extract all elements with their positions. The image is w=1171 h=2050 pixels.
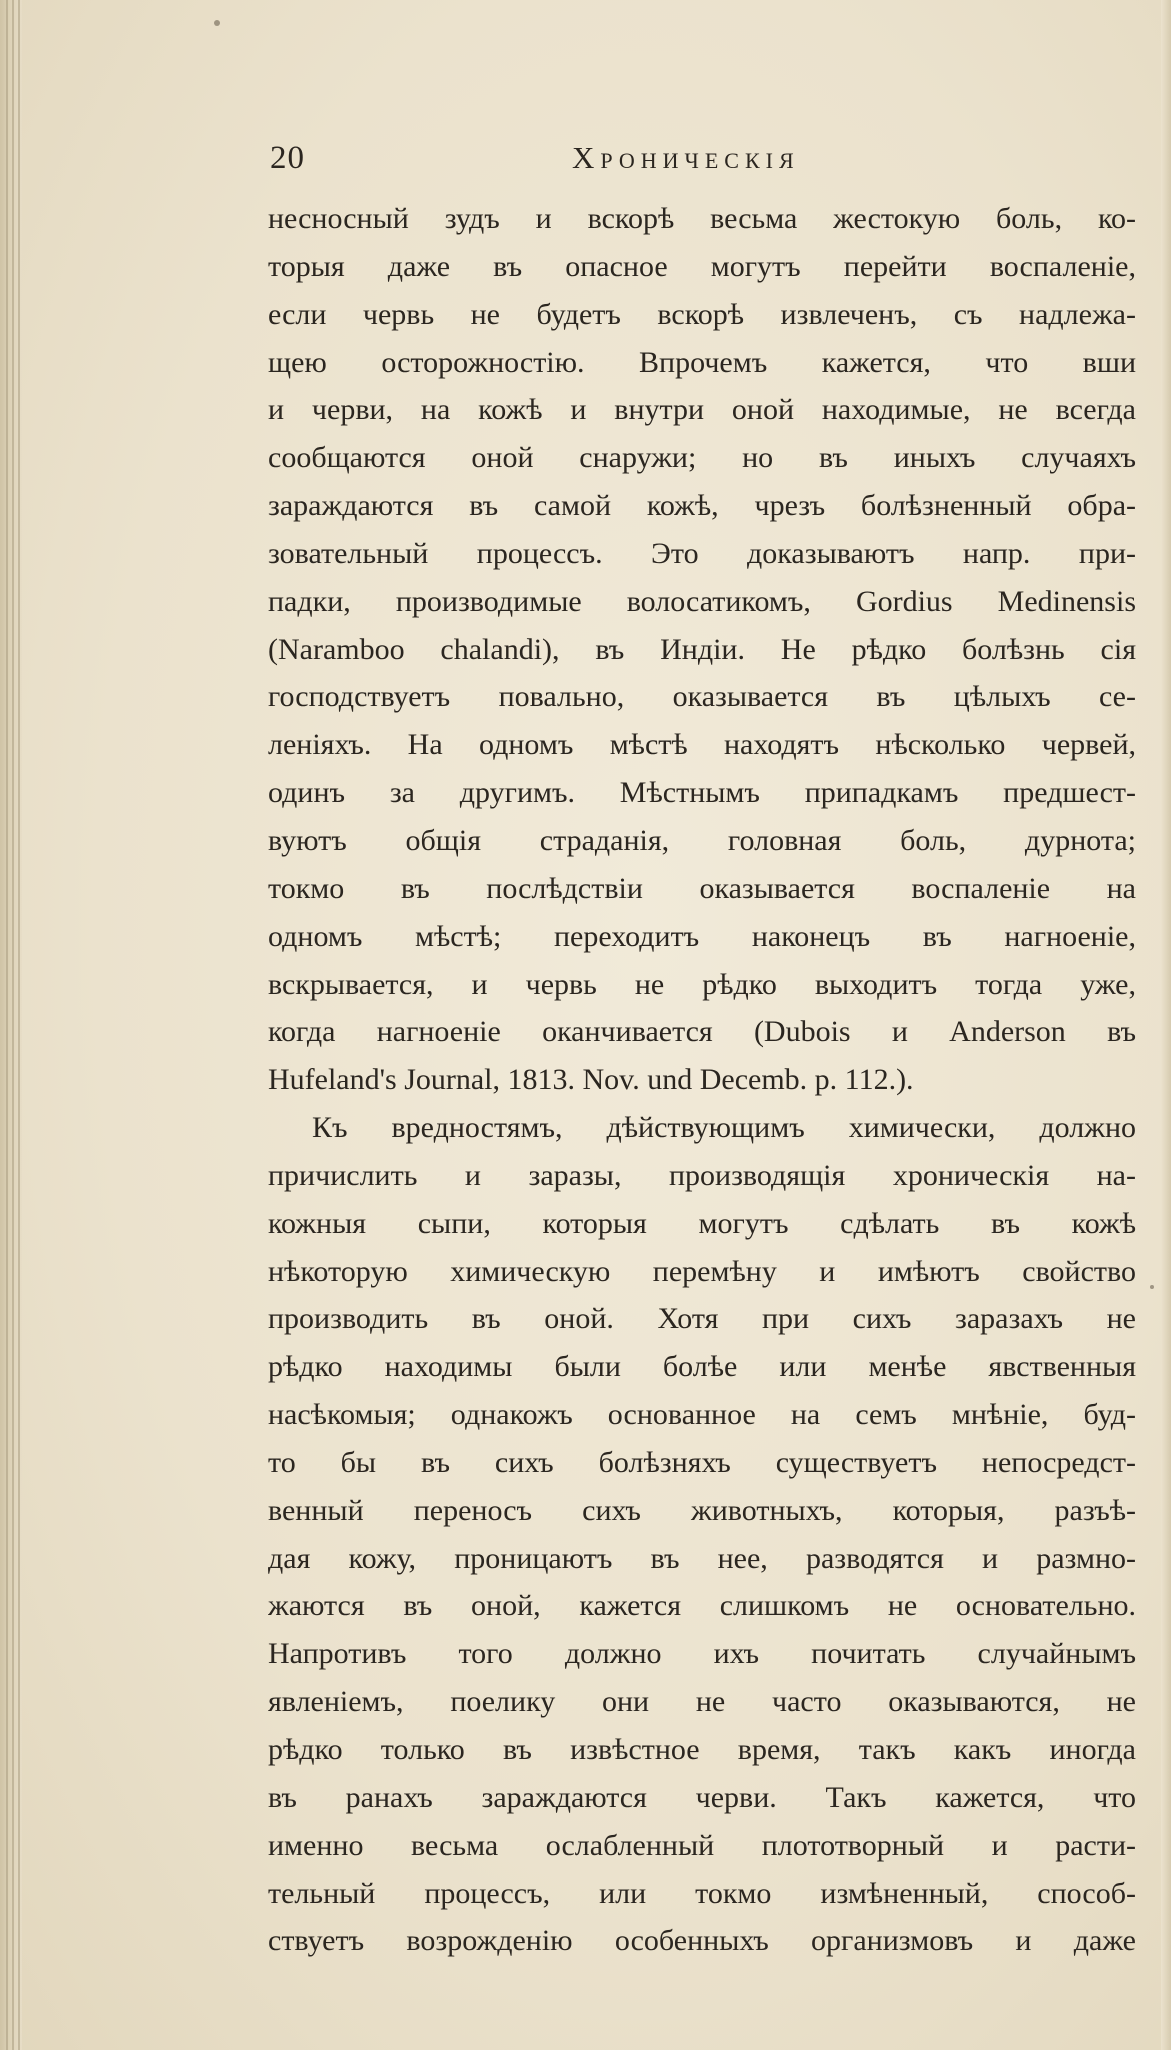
text-line: причислить и заразы, производящія хроническія на- (268, 1158, 1136, 1192)
ink-speck (1150, 1285, 1154, 1289)
text-line: вуютъ общія страданія, головная боль, дурнота; (268, 823, 1136, 857)
text-line: явленіемъ, поелику они не часто оказываются, не (268, 1685, 1136, 1719)
text-line: насѣкомыя; однакожъ основанное на семъ мнѣніе, буд- (268, 1398, 1136, 1432)
text-line: ствуетъ возрожденію особенныхъ организмовъ и даже (268, 1924, 1136, 1958)
text-line: несносный зудъ и вскорѣ весьма жестокую боль, ко- (268, 202, 1136, 235)
running-head: Хроническія (572, 140, 800, 175)
text-line: сообщаются оной снаружи; но въ иныхъ случаяхъ (268, 441, 1136, 475)
body-text (268, 195, 1136, 1965)
text-line: когда нагноеніе оканчивается (Dubois и Anderson въ (268, 1015, 1136, 1049)
text-line: дая кожу, проницаютъ въ нее, разводятся и размно- (268, 1541, 1136, 1575)
text-line: одномъ мѣстѣ; переходитъ наконецъ въ нагноеніе, (268, 919, 1136, 953)
text-line: торыя даже въ опасное могутъ перейти воспаленіе, (268, 249, 1136, 283)
text-line: Hufeland's Journal, 1813. Nov. und Decemb. p. 112.). (268, 1063, 914, 1097)
text-line: щею осторожностію. Впрочемъ кажется, что вши (268, 345, 1136, 379)
paragraph-start-line: Къ вредностямъ, дѣйствующимъ химически, должно (312, 1111, 1136, 1145)
page-header (270, 140, 1170, 190)
text-line: жаются въ оной, кажется слишкомъ не основательно. (268, 1589, 1136, 1623)
text-line: токмо въ послѣдствіи оказывается воспаленіе на (268, 871, 1136, 905)
text-line: то бы въ сихъ болѣзняхъ существуетъ непосредст- (268, 1445, 1136, 1479)
text-line: венный переносъ сихъ животныхъ, которыя, разъѣ- (268, 1493, 1136, 1527)
text-line: падки, производимые волосатикомъ, Gordius Medinensis (268, 584, 1136, 618)
text-line: вскрывается, и червь не рѣдко выходитъ тогда уже, (268, 967, 1136, 1001)
text-line: Напротивъ того должно ихъ почитать случайнымъ (268, 1637, 1136, 1671)
text-line: именно весьма ослабленный плототворный и расти- (268, 1828, 1136, 1862)
text-line: зовательный процессъ. Это доказываютъ напр. при- (268, 536, 1136, 570)
text-line: господствуетъ повально, оказывается въ цѣлыхъ се- (268, 680, 1136, 714)
text-line: тельный процессъ, или токмо измѣненный, способ- (268, 1876, 1136, 1910)
page-number: 20 (270, 140, 305, 176)
text-line: леніяхъ. На одномъ мѣстѣ находятъ нѣсколько червей, (268, 728, 1136, 762)
ink-speck (214, 20, 220, 26)
text-line: рѣдко находимы были болѣе или менѣе явственныя (268, 1350, 1136, 1384)
text-line: кожныя сыпи, которыя могутъ сдѣлать въ кожѣ (268, 1206, 1136, 1240)
text-line: (Naramboo chalandi), въ Индіи. Не рѣдко болѣзнь сія (268, 632, 1136, 666)
text-line: зараждаются въ самой кожѣ, чрезъ болѣзненный обра- (268, 489, 1136, 523)
text-line: если червь не будетъ вскорѣ извлеченъ, съ надлежа- (268, 297, 1136, 331)
text-line: производить въ оной. Хотя при сихъ заразахъ не (268, 1302, 1136, 1336)
page-edge (1161, 0, 1171, 2050)
gutter-line (6, 0, 8, 2050)
text-line: рѣдко только въ извѣстное время, такъ какъ иногда (268, 1733, 1136, 1766)
text-line: одинъ за другимъ. Мѣстнымъ припадкамъ предшест- (268, 776, 1136, 810)
text-line: и черви, на кожѣ и внутри оной находимые, не всегда (268, 393, 1136, 427)
gutter-line (12, 0, 14, 2050)
text-line: нѣкоторую химическую перемѣну и имѣютъ свойство (268, 1254, 1136, 1288)
text-line: въ ранахъ зараждаются черви. Такъ кажется, что (268, 1780, 1136, 1814)
gutter-line (18, 0, 20, 2050)
